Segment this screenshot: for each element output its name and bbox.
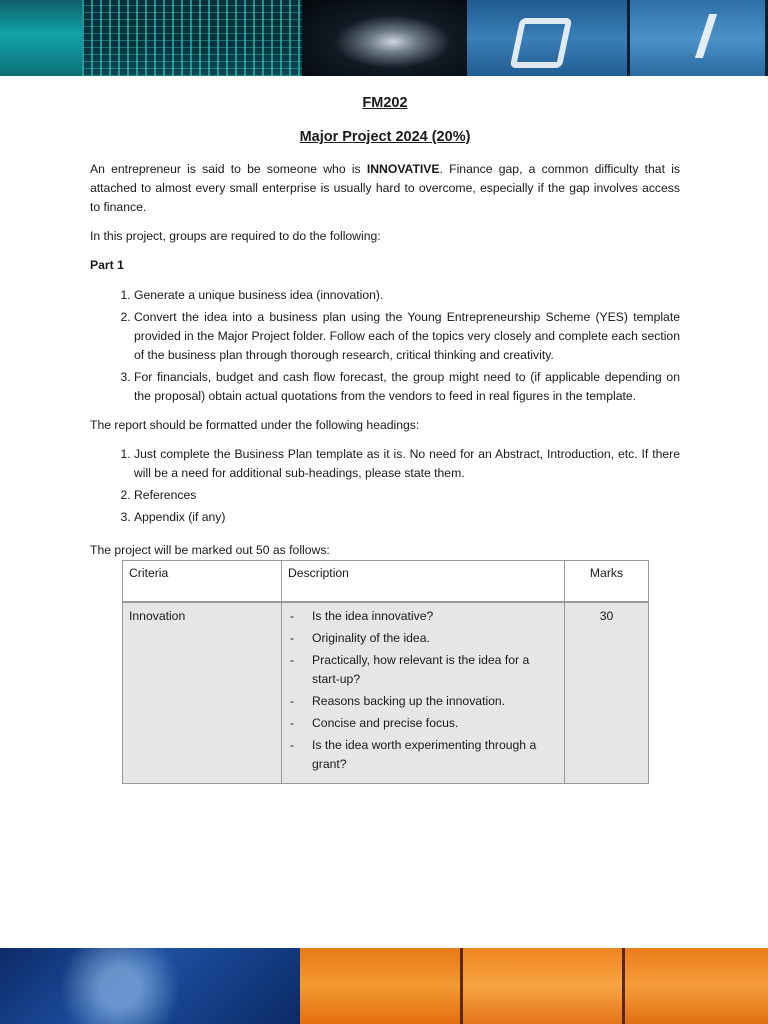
marking-intro: The project will be marked out 50 as follows:: [90, 543, 330, 557]
marks-cell: 30: [565, 602, 649, 784]
list-item: 1. Generate a unique business idea (innovation).: [134, 286, 680, 305]
list-item: 2. References: [134, 486, 680, 505]
banner-image-zero: [467, 0, 630, 76]
report-headings-list: [90, 445, 680, 527]
list-item: - Practically, how relevant is the idea for a start-up?: [288, 651, 558, 689]
criteria-cell: Innovation: [123, 602, 282, 784]
intro-text-end: . Finance gap, a common difficulty that is attached to almost every small enterprise is usually hard to overcome, especially if the gap involves access to finance.: [90, 162, 680, 214]
intro-emphasis: INNOVATIVE: [366, 162, 440, 176]
header-banner: [0, 0, 768, 76]
report-intro: The report should be formatted under the following headings:: [90, 418, 420, 432]
banner-image-orange-2: [463, 948, 625, 1024]
table-row: [123, 602, 649, 784]
intro-text-start: An entrepreneur is said to be someone who is: [90, 162, 367, 176]
project-title: Major Project 2024 (20%): [299, 129, 471, 145]
intro-paragraph: [90, 160, 680, 217]
document-body: [90, 92, 680, 784]
list-item: 3. For financials, budget and cash flow forecast, the group might need to (if applicable depending on the proposal) obtain actual quotations from the vendors to feed in real figures in the template.: [134, 368, 680, 406]
banner-image-card: [302, 0, 467, 76]
description-list: [288, 607, 558, 774]
header-criteria: Criteria: [123, 561, 282, 603]
marking-table: [122, 560, 649, 784]
course-code: FM202: [362, 95, 408, 111]
description-cell: [282, 602, 565, 784]
header-description: Description: [282, 561, 565, 603]
table-header-row: [123, 561, 649, 603]
list-item: 1. Just complete the Business Plan template as it is. No need for an Abstract, Introduction, etc. If there will be a need for additional sub-headings, please state them.: [134, 445, 680, 483]
banner-image-circuit: [82, 0, 302, 76]
list-item: - Reasons backing up the innovation.: [288, 692, 558, 711]
list-item: - Concise and precise focus.: [288, 714, 558, 733]
banner-image-blue: [0, 948, 300, 1024]
part-heading: Part 1: [90, 258, 124, 272]
list-item: 2. Convert the idea into a business plan using the Young Entrepreneurship Scheme (YES) template provided in the Major Project folder. Follow each of the topics very closely and complete each section of the business plan through thorough research, critical thinking and creativity.: [134, 308, 680, 365]
header-marks: Marks: [565, 561, 649, 603]
banner-image-orange-3: [625, 948, 768, 1024]
list-item: - Is the idea innovative?: [288, 607, 558, 626]
banner-image-orange-1: [300, 948, 463, 1024]
banner-image-one: [630, 0, 768, 76]
footer-banner: [0, 948, 768, 1024]
list-item: - Originality of the idea.: [288, 629, 558, 648]
banner-image-teal: [0, 0, 82, 76]
task-intro: In this project, groups are required to do the following:: [90, 229, 381, 243]
part1-list: [90, 286, 680, 406]
list-item: 3. Appendix (if any): [134, 508, 680, 527]
list-item: - Is the idea worth experimenting through a grant?: [288, 736, 558, 774]
